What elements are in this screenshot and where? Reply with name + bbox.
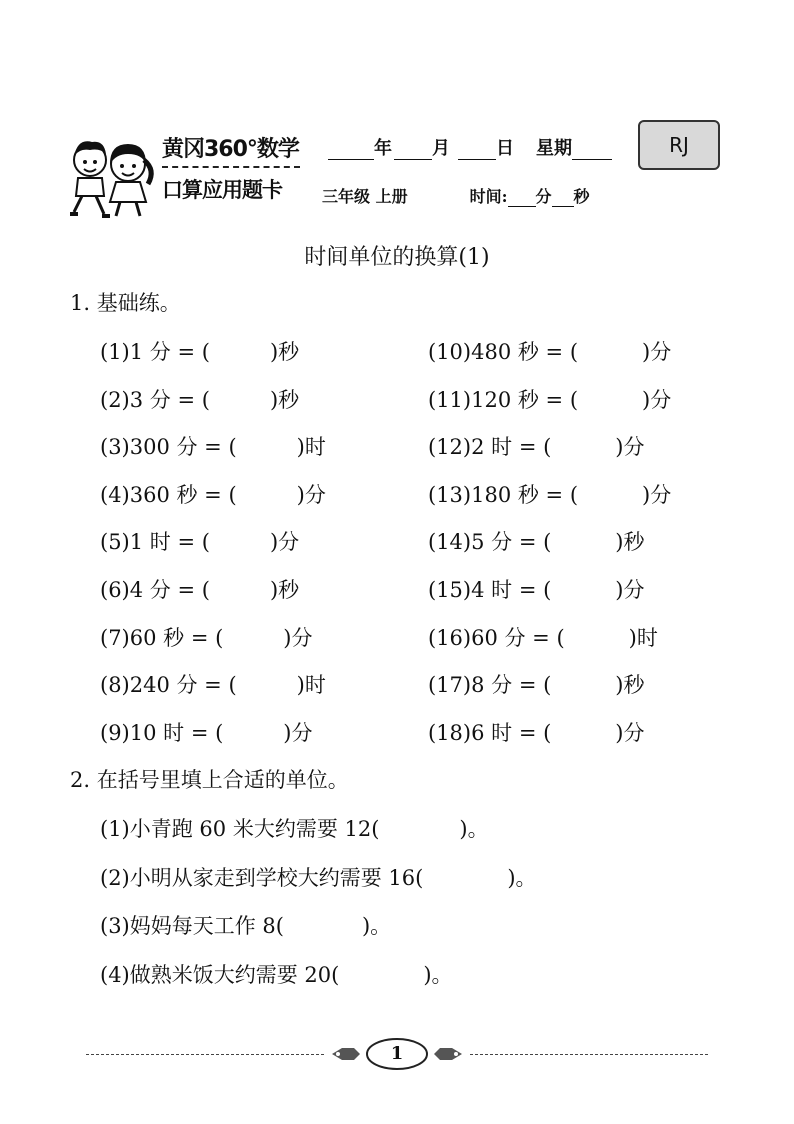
time-label: 时间: [469,187,508,206]
section1-heading: 1. 基础练。 [70,291,181,315]
problem-number: (18) [428,720,472,745]
problem-number: (4) [100,482,130,507]
minute-label: 分 [535,187,552,206]
problem-unit: )时 [628,625,658,650]
unit-problem [100,813,489,843]
problem-text: 300 分 = ( [129,435,237,460]
year-label: 年 [374,138,392,159]
day-blank[interactable] [458,141,496,160]
problem-unit: )分 [296,482,326,507]
problem-number: (12) [428,435,472,460]
problem-unit: )分 [642,387,672,412]
problem-unit: )分 [283,720,313,745]
problem-text: 4 分 = ( [129,578,210,602]
problem-number: (14) [428,530,472,555]
problem-text: 小明从家走到学校大约需要 16( [129,865,424,890]
page-number: 1 [390,1043,404,1064]
weekday-label: 星期 [536,138,572,159]
problem-number: (9) [100,720,130,745]
unit-problem [100,910,391,940]
problem-number: (6) [100,578,130,602]
problem-text: 60 秒 = ( [129,625,224,650]
conversion-problem [428,479,671,509]
problem-number: (3) [100,435,130,460]
problem-number: (2) [100,387,130,412]
page-footer [86,1032,708,1072]
problem-number: (3) [100,914,130,938]
unit-problem [100,959,453,989]
problem-number: (16) [428,625,472,650]
edition-badge: RJ [638,120,720,170]
conversion-problem [100,336,299,366]
problem-unit: )时 [296,673,326,698]
page-title: 时间单位的换算(1) [304,245,490,270]
problem-text: 小青跑 60 米大约需要 12( [129,817,380,841]
problem-number: (7) [100,625,130,650]
problem-number: (8) [100,673,130,698]
conversion-problem [100,431,326,461]
conversion-problem [428,669,645,699]
problem-number: (1) [100,817,130,841]
problem-text: 做熟米饭大约需要 20( [129,962,340,987]
problem-number: (5) [100,530,130,555]
conversion-problem [428,574,645,604]
date-row [328,134,612,160]
problem-unit: )秒 [269,578,300,602]
problem-number: (11) [428,387,472,412]
footer-dash-left [86,1054,324,1055]
second-label: 秒 [573,187,590,206]
problem-number: (1) [100,340,130,364]
problem-number: (4) [100,962,130,987]
problem-unit: )秒 [269,340,300,364]
problem-unit: )分 [269,530,300,555]
conversion-problem [100,479,326,509]
problem-text: 1 时 = ( [129,530,210,555]
conversion-problem [100,526,299,556]
conversion-problem [428,336,671,366]
problem-unit: )分 [615,435,645,460]
problem-text: 妈妈每天工作 8( [129,914,284,938]
second-blank[interactable] [552,188,574,207]
conversion-problem [100,384,299,414]
problem-unit: )秒 [269,387,300,412]
brand-title: 黄冈360°数学 [162,137,299,162]
conversion-problem [428,622,658,652]
brand-divider [162,166,300,168]
problem-unit: )时 [296,435,326,460]
minute-blank[interactable] [508,188,536,207]
unit-problem [100,862,537,892]
problem-text: 120 秒 = ( [471,387,579,412]
problem-unit: )分 [615,720,645,745]
day-label: 日 [496,138,514,159]
conversion-problem [100,717,313,747]
brand-subtitle: 口算应用题卡 [162,178,282,202]
problem-text: 480 秒 = ( [471,340,579,364]
conversion-problem [428,526,645,556]
problem-unit: )。 [459,817,489,841]
problem-unit: )分 [642,340,672,364]
weekday-blank[interactable] [572,141,612,160]
problem-text: 180 秒 = ( [471,482,579,507]
problem-text: 360 秒 = ( [129,482,237,507]
problem-unit: )秒 [615,673,645,698]
conversion-problem [428,717,645,747]
problem-unit: )分 [615,578,645,602]
conversion-problem [428,431,645,461]
problem-text: 4 时 = ( [471,578,552,602]
month-label: 月 [432,138,450,159]
problem-text: 1 分 = ( [129,340,210,364]
meta-row [322,184,590,207]
problem-unit: )分 [642,482,672,507]
problem-number: (10) [428,340,472,364]
problem-text: 5 分 = ( [471,530,552,555]
problem-unit: )分 [283,625,313,650]
conversion-problem [428,384,671,414]
problem-text: 8 分 = ( [471,673,552,698]
problem-text: 60 分 = ( [471,625,565,650]
problem-number: (17) [428,673,472,698]
problem-text: 2 时 = ( [471,435,552,460]
conversion-problem [100,574,299,604]
section2-heading: 2. 在括号里填上合适的单位。 [70,768,349,792]
kids-mascot-icon [60,130,160,220]
month-blank[interactable] [394,141,432,160]
problem-text: 6 时 = ( [471,720,552,745]
year-blank[interactable] [328,141,374,160]
problem-number: (13) [428,482,472,507]
problem-unit: )。 [423,962,453,987]
problem-number: (15) [428,578,472,602]
conversion-problem [100,669,326,699]
problem-unit: )。 [507,865,537,890]
problem-unit: )秒 [615,530,645,555]
problem-text: 240 分 = ( [129,673,237,698]
conversion-problem [100,622,313,652]
problem-text: 3 分 = ( [129,387,210,412]
grade-label: 三年级 上册 [322,187,408,206]
footer-dash-right [470,1054,708,1055]
worksheet-header [60,118,730,218]
problem-unit: )。 [361,914,392,938]
problem-number: (2) [100,865,130,890]
problem-text: 10 时 = ( [129,720,224,745]
